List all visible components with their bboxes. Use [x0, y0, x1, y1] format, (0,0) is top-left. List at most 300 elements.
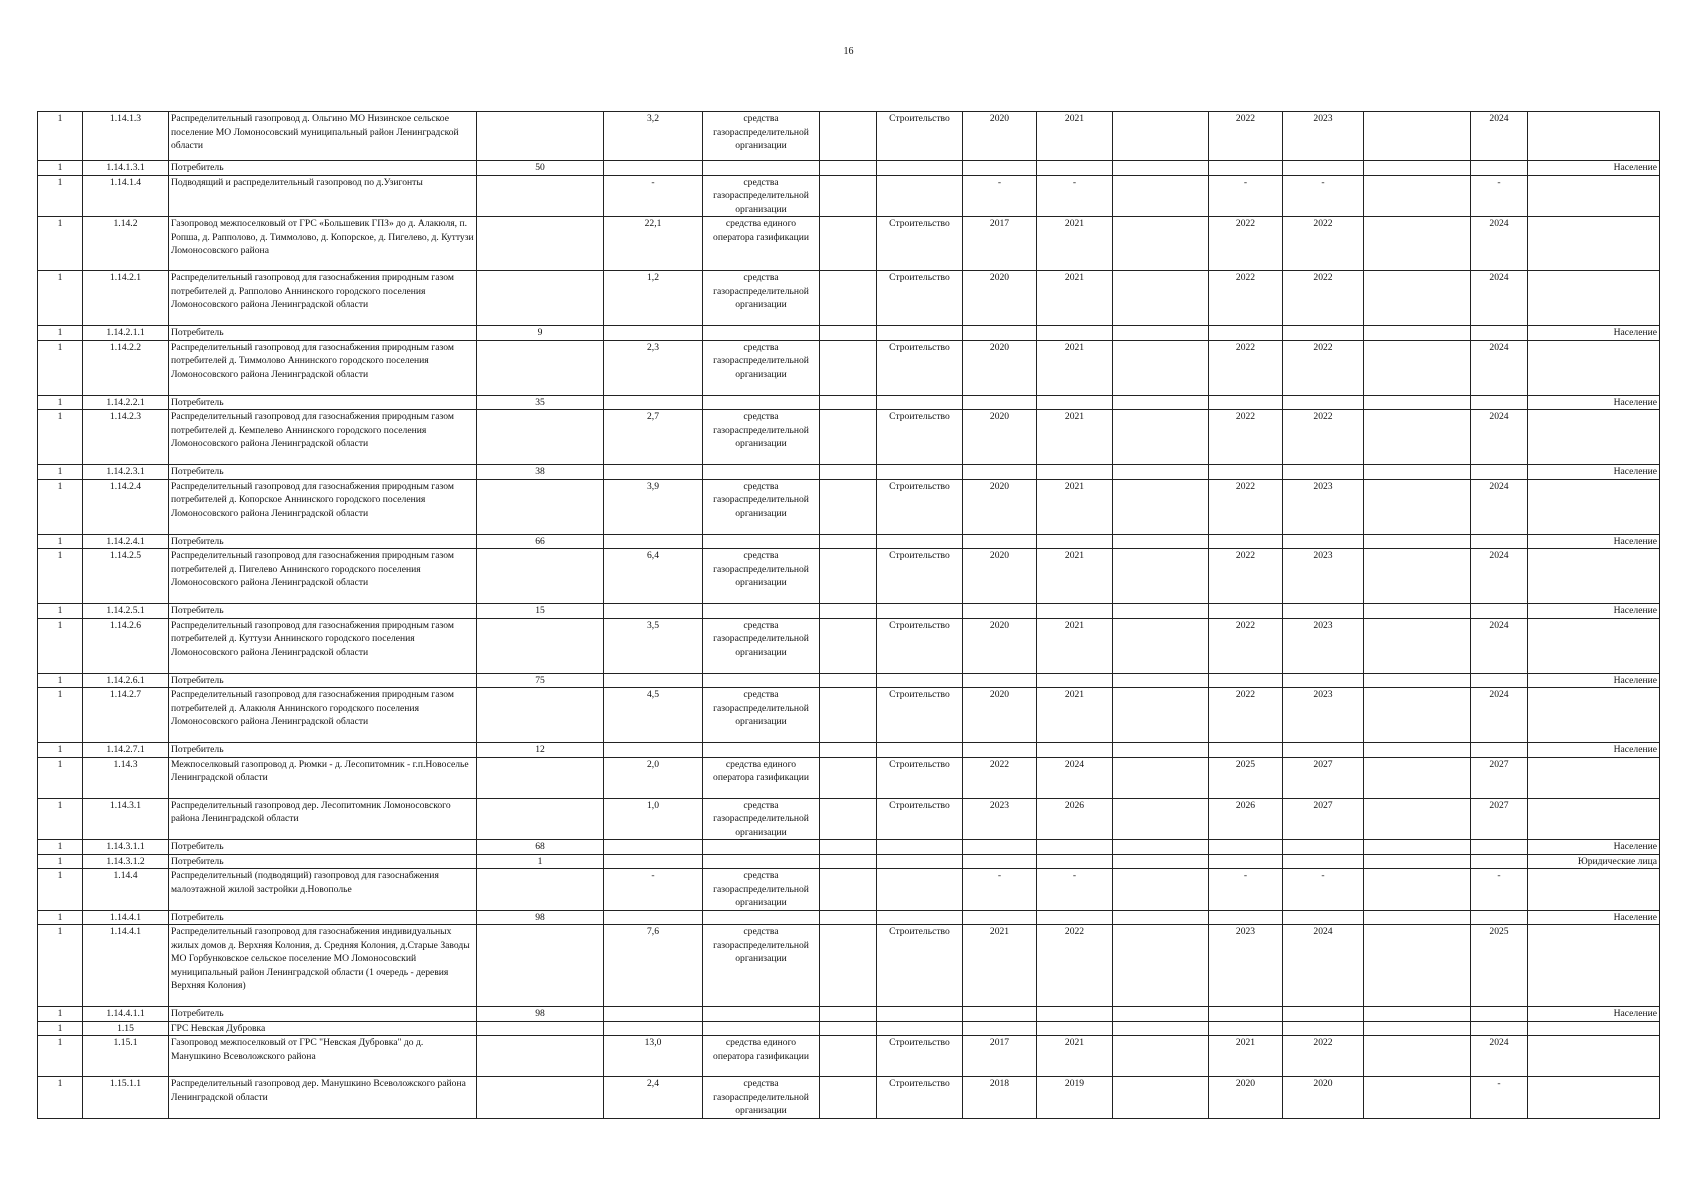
col-year-5: 2024	[1471, 217, 1528, 271]
col-year-2: 2021	[1037, 688, 1113, 743]
col-work-type	[877, 534, 963, 549]
col-empty-b	[1113, 688, 1209, 743]
col-number: 1.14.2.3	[83, 410, 169, 465]
col-object-name: Потребитель	[169, 840, 477, 855]
col-year-1	[963, 326, 1037, 341]
table-row	[38, 271, 1660, 326]
col-empty-c	[1364, 395, 1471, 410]
col-funding-source: средства газораспределительной организации	[703, 618, 820, 673]
col-year-2: -	[1037, 869, 1113, 911]
col-year-4: 2022	[1283, 271, 1364, 326]
col-empty-b	[1113, 925, 1209, 1007]
col-length: 2,3	[604, 340, 703, 395]
col-consumer-category	[1528, 340, 1660, 395]
col-empty-c	[1364, 112, 1471, 161]
col-empty-a	[820, 271, 877, 326]
col-funding-source	[703, 910, 820, 925]
col-length: 6,4	[604, 549, 703, 604]
col-funding-source	[703, 743, 820, 758]
col-object-name: Потребитель	[169, 161, 477, 176]
col-index: 1	[38, 604, 83, 619]
col-year-1	[963, 673, 1037, 688]
col-year-4	[1283, 465, 1364, 480]
col-number: 1.14.2.2.1	[83, 395, 169, 410]
col-year-5	[1471, 840, 1528, 855]
col-consumer-category	[1528, 1077, 1660, 1119]
col-year-4: 2023	[1283, 549, 1364, 604]
table-row	[38, 1077, 1660, 1119]
col-object-name: Распределительный газопровод д. Ольгино МО Низинское сельское поселение МО Ломоносовский муниципальный район Ленинградской области	[169, 112, 477, 161]
col-consumer-category: Население	[1528, 910, 1660, 925]
col-empty-b	[1113, 673, 1209, 688]
col-empty-b	[1113, 840, 1209, 855]
col-funding-source: средства газораспределительной организации	[703, 112, 820, 161]
col-empty-c	[1364, 1021, 1471, 1036]
col-work-type	[877, 854, 963, 869]
col-consumer-category	[1528, 175, 1660, 217]
col-object-name: Подводящий и распределительный газопровод по д.Узигонты	[169, 175, 477, 217]
table-row	[38, 910, 1660, 925]
col-object-name: Потребитель	[169, 854, 477, 869]
col-consumers	[477, 340, 604, 395]
col-empty-c	[1364, 673, 1471, 688]
col-consumers: 98	[477, 1007, 604, 1022]
table-row	[38, 112, 1660, 161]
col-work-type	[877, 395, 963, 410]
col-work-type	[877, 910, 963, 925]
table-row	[38, 175, 1660, 217]
col-consumers: 38	[477, 465, 604, 480]
col-year-1: 2020	[963, 618, 1037, 673]
col-object-name: Потребитель	[169, 1007, 477, 1022]
col-year-5: 2024	[1471, 1036, 1528, 1077]
col-object-name: Распределительный газопровод для газоснабжения природным газом потребителей д. Копорское Аннинского городского поселения Ломоносовского района Ленинградской области	[169, 479, 477, 534]
col-year-3: 2022	[1209, 618, 1283, 673]
col-consumer-category	[1528, 271, 1660, 326]
col-number: 1.14.3.1	[83, 798, 169, 840]
col-empty-c	[1364, 840, 1471, 855]
col-number: 1.14.2.4.1	[83, 534, 169, 549]
table-row	[38, 1007, 1660, 1022]
col-year-4	[1283, 743, 1364, 758]
col-length	[604, 326, 703, 341]
col-year-5	[1471, 743, 1528, 758]
table-row	[38, 757, 1660, 798]
col-year-3: 2022	[1209, 410, 1283, 465]
col-number: 1.14.2.6.1	[83, 673, 169, 688]
col-empty-b	[1113, 161, 1209, 176]
col-empty-c	[1364, 1036, 1471, 1077]
col-year-3	[1209, 840, 1283, 855]
col-year-5: 2025	[1471, 925, 1528, 1007]
col-object-name: Потребитель	[169, 743, 477, 758]
col-number: 1.14.2.1	[83, 271, 169, 326]
col-consumer-category: Население	[1528, 326, 1660, 341]
col-empty-c	[1364, 410, 1471, 465]
col-year-4	[1283, 854, 1364, 869]
col-year-5	[1471, 1021, 1528, 1036]
col-year-5	[1471, 395, 1528, 410]
col-year-2	[1037, 1007, 1113, 1022]
col-number: 1.14.4.1	[83, 925, 169, 1007]
col-consumers: 50	[477, 161, 604, 176]
col-funding-source: средства газораспределительной организации	[703, 410, 820, 465]
col-year-1: 2020	[963, 549, 1037, 604]
table-row	[38, 869, 1660, 911]
col-year-2: 2021	[1037, 112, 1113, 161]
col-consumers	[477, 271, 604, 326]
col-year-4	[1283, 326, 1364, 341]
col-index: 1	[38, 743, 83, 758]
col-empty-a	[820, 1021, 877, 1036]
table-row	[38, 395, 1660, 410]
col-consumers	[477, 798, 604, 840]
col-index: 1	[38, 618, 83, 673]
table-row	[38, 217, 1660, 271]
col-year-3	[1209, 326, 1283, 341]
col-length	[604, 1007, 703, 1022]
col-year-2: 2021	[1037, 1036, 1113, 1077]
col-year-2	[1037, 395, 1113, 410]
col-consumers	[477, 175, 604, 217]
col-index: 1	[38, 854, 83, 869]
col-consumers: 1	[477, 854, 604, 869]
col-year-5	[1471, 465, 1528, 480]
col-work-type	[877, 869, 963, 911]
col-year-3: 2022	[1209, 112, 1283, 161]
col-number: 1.14.2	[83, 217, 169, 271]
col-year-2	[1037, 604, 1113, 619]
col-length: 13,0	[604, 1036, 703, 1077]
col-object-name: Потребитель	[169, 465, 477, 480]
col-year-5: 2024	[1471, 410, 1528, 465]
table-row	[38, 840, 1660, 855]
col-index: 1	[38, 410, 83, 465]
col-work-type: Строительство	[877, 1077, 963, 1119]
col-year-2: 2021	[1037, 618, 1113, 673]
col-length: 2,7	[604, 410, 703, 465]
col-year-5: 2024	[1471, 618, 1528, 673]
col-number: 1.15.1	[83, 1036, 169, 1077]
col-consumer-category: Население	[1528, 465, 1660, 480]
col-funding-source	[703, 1007, 820, 1022]
col-funding-source	[703, 395, 820, 410]
col-index: 1	[38, 757, 83, 798]
col-empty-c	[1364, 854, 1471, 869]
col-consumers: 12	[477, 743, 604, 758]
table-row	[38, 854, 1660, 869]
col-work-type: Строительство	[877, 688, 963, 743]
col-work-type	[877, 326, 963, 341]
col-consumers	[477, 549, 604, 604]
col-year-2	[1037, 743, 1113, 758]
gas-pipeline-table	[37, 111, 1660, 1119]
col-funding-source: средства газораспределительной организации	[703, 798, 820, 840]
table-row	[38, 798, 1660, 840]
col-year-1: 2020	[963, 271, 1037, 326]
col-empty-b	[1113, 869, 1209, 911]
col-consumers	[477, 410, 604, 465]
table-row	[38, 673, 1660, 688]
col-consumers: 68	[477, 840, 604, 855]
table-row	[38, 549, 1660, 604]
col-empty-b	[1113, 534, 1209, 549]
table-row	[38, 1036, 1660, 1077]
col-index: 1	[38, 175, 83, 217]
col-year-3: 2022	[1209, 549, 1283, 604]
col-number: 1.14.4	[83, 869, 169, 911]
col-length: 1,2	[604, 271, 703, 326]
col-length: -	[604, 869, 703, 911]
col-empty-a	[820, 217, 877, 271]
col-empty-c	[1364, 618, 1471, 673]
col-empty-c	[1364, 1077, 1471, 1119]
col-empty-b	[1113, 910, 1209, 925]
col-year-5: -	[1471, 175, 1528, 217]
col-work-type	[877, 673, 963, 688]
col-object-name: Потребитель	[169, 326, 477, 341]
col-empty-b	[1113, 175, 1209, 217]
col-empty-b	[1113, 1036, 1209, 1077]
col-consumer-category	[1528, 1021, 1660, 1036]
col-year-2	[1037, 840, 1113, 855]
col-year-4: 2027	[1283, 798, 1364, 840]
col-number: 1.14.3.1.2	[83, 854, 169, 869]
col-year-5	[1471, 161, 1528, 176]
col-index: 1	[38, 840, 83, 855]
col-consumer-category: Юридические лица	[1528, 854, 1660, 869]
col-consumer-category	[1528, 549, 1660, 604]
col-year-4: 2022	[1283, 410, 1364, 465]
col-year-2: -	[1037, 175, 1113, 217]
col-empty-a	[820, 465, 877, 480]
col-funding-source: средства газораспределительной организации	[703, 549, 820, 604]
col-funding-source	[703, 534, 820, 549]
col-number: 1.14.2.3.1	[83, 465, 169, 480]
col-empty-c	[1364, 743, 1471, 758]
col-year-5: 2024	[1471, 549, 1528, 604]
col-year-3: 2022	[1209, 217, 1283, 271]
col-consumer-category	[1528, 757, 1660, 798]
col-consumer-category: Население	[1528, 395, 1660, 410]
col-consumers: 15	[477, 604, 604, 619]
col-funding-source	[703, 465, 820, 480]
col-consumers	[477, 688, 604, 743]
col-consumers: 66	[477, 534, 604, 549]
col-object-name: Потребитель	[169, 673, 477, 688]
col-empty-a	[820, 1007, 877, 1022]
col-year-2: 2021	[1037, 549, 1113, 604]
col-object-name: Потребитель	[169, 534, 477, 549]
col-index: 1	[38, 395, 83, 410]
col-empty-c	[1364, 271, 1471, 326]
col-work-type	[877, 175, 963, 217]
col-empty-b	[1113, 112, 1209, 161]
col-consumer-category	[1528, 869, 1660, 911]
col-year-2	[1037, 854, 1113, 869]
table-row	[38, 479, 1660, 534]
col-year-4: 2024	[1283, 925, 1364, 1007]
table-row	[38, 688, 1660, 743]
col-object-name: Распределительный газопровод для газоснабжения природным газом потребителей д. Куттузи Аннинского городского поселения Ломоносовского района Ленинградской области	[169, 618, 477, 673]
col-length: 1,0	[604, 798, 703, 840]
col-empty-a	[820, 604, 877, 619]
col-empty-b	[1113, 465, 1209, 480]
table-row	[38, 925, 1660, 1007]
col-year-3	[1209, 743, 1283, 758]
col-empty-b	[1113, 217, 1209, 271]
col-year-4: 2023	[1283, 112, 1364, 161]
col-consumer-category	[1528, 112, 1660, 161]
col-empty-a	[820, 161, 877, 176]
col-empty-a	[820, 1077, 877, 1119]
col-number: 1.14.3.1.1	[83, 840, 169, 855]
col-year-3: 2026	[1209, 798, 1283, 840]
col-year-2: 2024	[1037, 757, 1113, 798]
col-object-name: ГРС Невская Дубровка	[169, 1021, 477, 1036]
col-year-4: 2023	[1283, 688, 1364, 743]
col-year-3	[1209, 1007, 1283, 1022]
col-year-4	[1283, 840, 1364, 855]
col-year-1	[963, 910, 1037, 925]
col-empty-a	[820, 840, 877, 855]
col-year-3: 2020	[1209, 1077, 1283, 1119]
col-consumer-category	[1528, 618, 1660, 673]
col-length: 3,9	[604, 479, 703, 534]
col-work-type	[877, 161, 963, 176]
col-year-3	[1209, 161, 1283, 176]
col-empty-c	[1364, 798, 1471, 840]
col-empty-b	[1113, 757, 1209, 798]
col-number: 1.14.2.5	[83, 549, 169, 604]
col-year-1: -	[963, 869, 1037, 911]
col-empty-a	[820, 743, 877, 758]
col-work-type: Строительство	[877, 549, 963, 604]
table-row	[38, 410, 1660, 465]
col-empty-b	[1113, 326, 1209, 341]
col-consumer-category: Население	[1528, 673, 1660, 688]
col-year-2	[1037, 673, 1113, 688]
col-year-4: 2020	[1283, 1077, 1364, 1119]
col-year-5: 2024	[1471, 112, 1528, 161]
col-consumers	[477, 1036, 604, 1077]
col-number: 1.15.1.1	[83, 1077, 169, 1119]
col-index: 1	[38, 534, 83, 549]
col-length: 2,4	[604, 1077, 703, 1119]
col-consumers: 75	[477, 673, 604, 688]
col-year-3: 2022	[1209, 340, 1283, 395]
col-consumers: 98	[477, 910, 604, 925]
col-number: 1.14.3	[83, 757, 169, 798]
col-length	[604, 673, 703, 688]
col-year-1	[963, 534, 1037, 549]
col-year-5	[1471, 673, 1528, 688]
col-funding-source: средства газораспределительной организации	[703, 271, 820, 326]
col-empty-a	[820, 1036, 877, 1077]
col-consumer-category: Население	[1528, 161, 1660, 176]
table-row	[38, 618, 1660, 673]
col-consumers: 9	[477, 326, 604, 341]
col-index: 1	[38, 340, 83, 395]
col-consumers	[477, 1077, 604, 1119]
col-consumer-category: Население	[1528, 743, 1660, 758]
col-length: 3,5	[604, 618, 703, 673]
col-year-1: 2018	[963, 1077, 1037, 1119]
col-year-3	[1209, 1021, 1283, 1036]
col-year-3: -	[1209, 869, 1283, 911]
col-object-name: Межпоселковый газопровод д. Рюмки - д. Лесопитомник - г.п.Новоселье Ленинградской области	[169, 757, 477, 798]
col-year-2	[1037, 910, 1113, 925]
col-year-4: 2022	[1283, 340, 1364, 395]
col-year-1: 2020	[963, 410, 1037, 465]
col-empty-b	[1113, 271, 1209, 326]
col-empty-c	[1364, 534, 1471, 549]
col-object-name: Распределительный газопровод для газоснабжения природным газом потребителей д. Рапполово Аннинского городского поселения Ломоносовского района Ленинградской области	[169, 271, 477, 326]
table-row	[38, 743, 1660, 758]
col-number: 1.14.2.6	[83, 618, 169, 673]
col-empty-a	[820, 340, 877, 395]
col-year-1: 2017	[963, 1036, 1037, 1077]
col-funding-source	[703, 1021, 820, 1036]
col-number: 1.14.1.3	[83, 112, 169, 161]
col-work-type: Строительство	[877, 271, 963, 326]
col-year-2: 2019	[1037, 1077, 1113, 1119]
col-year-1: 2020	[963, 112, 1037, 161]
col-length	[604, 1021, 703, 1036]
col-consumer-category	[1528, 410, 1660, 465]
col-consumer-category	[1528, 925, 1660, 1007]
col-year-3	[1209, 465, 1283, 480]
col-index: 1	[38, 479, 83, 534]
col-funding-source: средства газораспределительной организации	[703, 479, 820, 534]
col-year-1	[963, 854, 1037, 869]
col-empty-b	[1113, 1077, 1209, 1119]
col-empty-b	[1113, 340, 1209, 395]
col-empty-a	[820, 757, 877, 798]
col-year-2: 2021	[1037, 217, 1113, 271]
col-length	[604, 743, 703, 758]
col-year-1: 2020	[963, 688, 1037, 743]
col-empty-c	[1364, 757, 1471, 798]
col-work-type: Строительство	[877, 410, 963, 465]
col-consumer-category	[1528, 479, 1660, 534]
col-funding-source	[703, 854, 820, 869]
col-empty-c	[1364, 688, 1471, 743]
col-year-5: 2024	[1471, 688, 1528, 743]
page-number: 16	[843, 46, 854, 57]
col-length	[604, 604, 703, 619]
col-funding-source	[703, 673, 820, 688]
col-empty-a	[820, 326, 877, 341]
col-consumers	[477, 1021, 604, 1036]
col-empty-a	[820, 688, 877, 743]
col-empty-b	[1113, 604, 1209, 619]
col-index: 1	[38, 798, 83, 840]
col-year-5: -	[1471, 1077, 1528, 1119]
col-number: 1.14.2.1.1	[83, 326, 169, 341]
col-empty-a	[820, 798, 877, 840]
col-empty-a	[820, 395, 877, 410]
col-object-name: Газопровод межпоселковый от ГРС «Большевик ГПЗ» до д. Алакюля, п. Ропша, д. Рапполово, д. Тиммолово, д. Копорское, д. Пигелево, д. Куттузи Ломоносовского района	[169, 217, 477, 271]
col-object-name: Газопровод межпоселковый от ГРС "Невская Дубровка" до д. Манушкино Всеволожского района	[169, 1036, 477, 1077]
col-year-3: 2025	[1209, 757, 1283, 798]
col-year-3: -	[1209, 175, 1283, 217]
col-empty-b	[1113, 395, 1209, 410]
col-empty-c	[1364, 910, 1471, 925]
col-length	[604, 161, 703, 176]
col-work-type: Строительство	[877, 618, 963, 673]
col-year-1: 2020	[963, 340, 1037, 395]
